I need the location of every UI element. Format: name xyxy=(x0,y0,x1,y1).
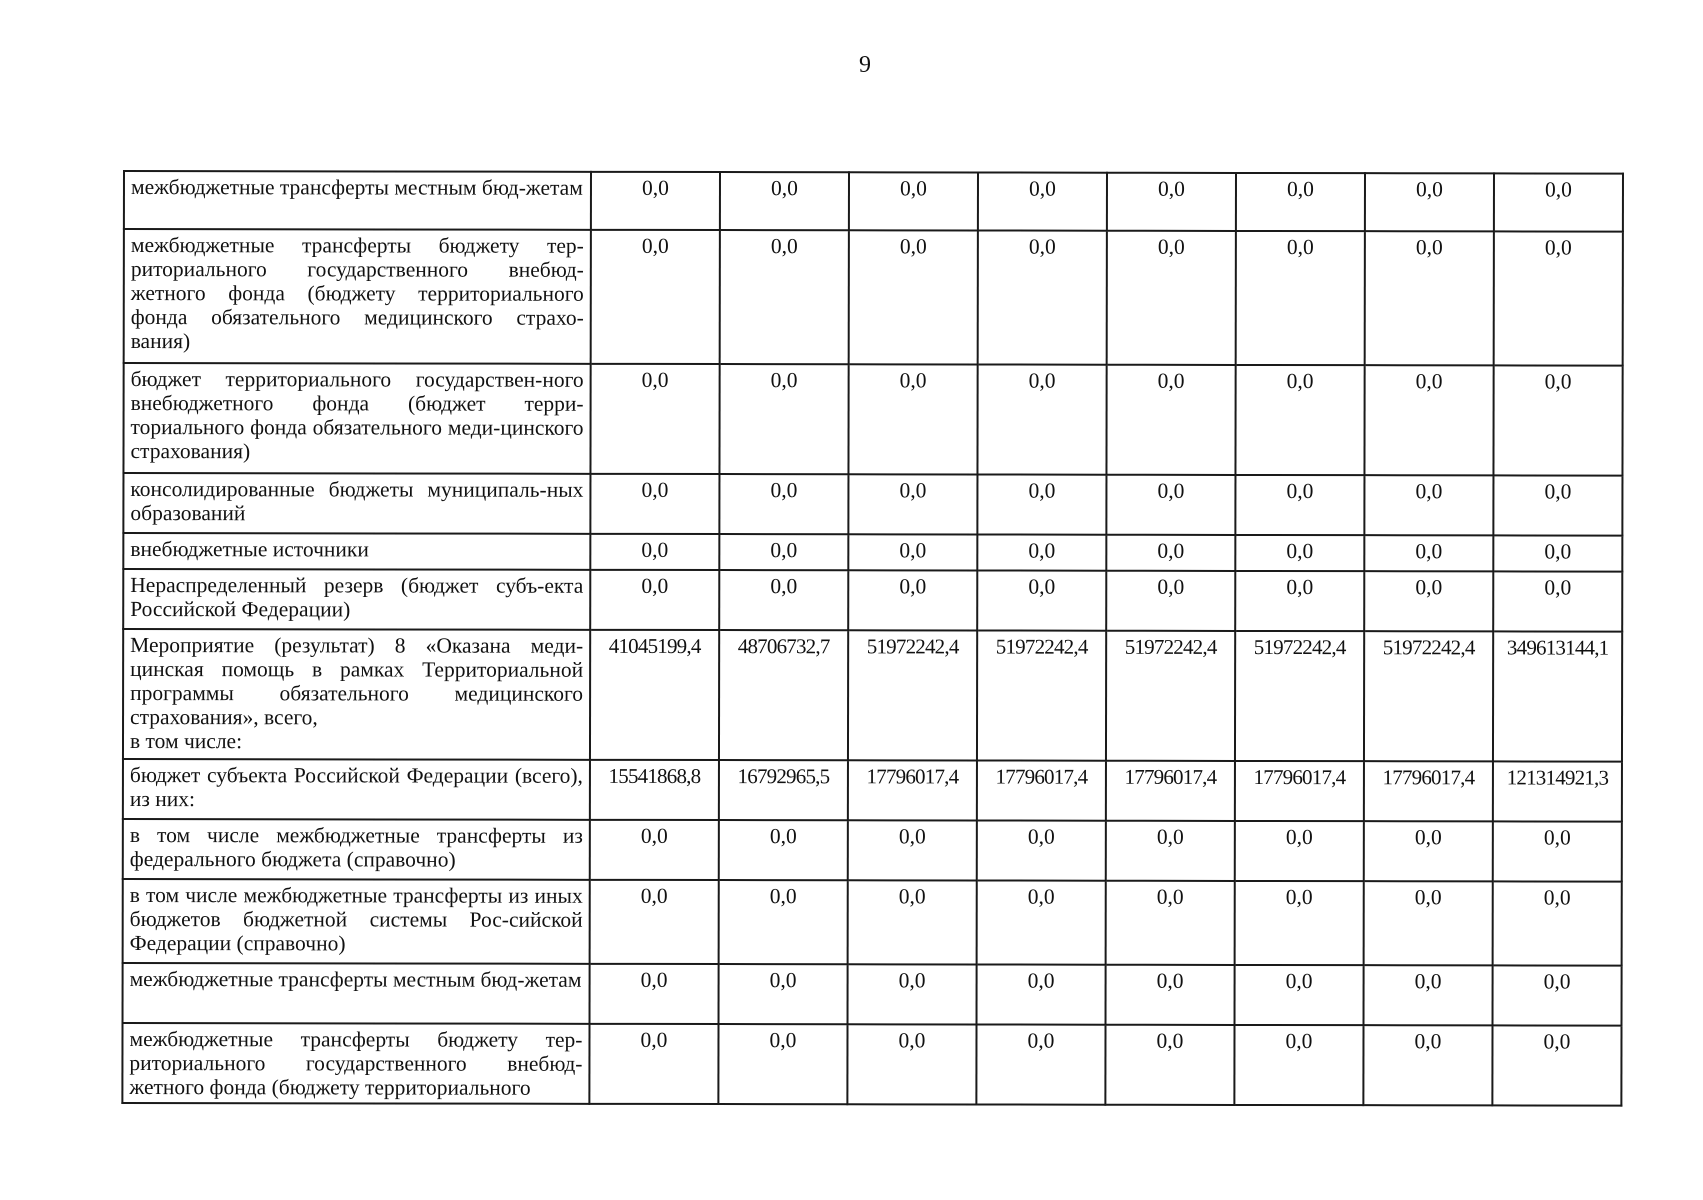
value-cell xyxy=(977,760,1106,820)
value-cell xyxy=(590,630,719,760)
value-text: 0,0 xyxy=(770,234,798,259)
value-cell xyxy=(1493,631,1622,761)
value-cell xyxy=(1235,631,1364,761)
value-cell xyxy=(848,364,977,474)
value-cell xyxy=(977,880,1106,964)
table-row xyxy=(122,1023,1621,1106)
table-row xyxy=(123,879,1622,966)
value-cell xyxy=(1493,821,1622,881)
row-label-cell xyxy=(123,629,590,760)
value-text: 0,0 xyxy=(769,1028,797,1053)
value-cell xyxy=(848,760,977,820)
value-cell xyxy=(589,1024,718,1104)
value-cell xyxy=(977,964,1106,1024)
row-label: бюджет территориального государствен-ного внебюджетного фонда (бюджет терри-ториального фонда обязательного меди-цинского страхования) xyxy=(130,367,584,464)
value-cell xyxy=(847,1024,976,1104)
value-cell xyxy=(1235,571,1364,631)
value-cell xyxy=(719,820,848,880)
value-text: 0,0 xyxy=(898,968,926,993)
value-text: 0,0 xyxy=(899,478,927,503)
value-cell xyxy=(1105,1025,1234,1105)
value-cell xyxy=(1494,231,1623,365)
value-text: 0,0 xyxy=(1027,1028,1055,1053)
value-text: 0,0 xyxy=(1157,478,1185,503)
value-text: 0,0 xyxy=(1156,884,1184,909)
value-cell xyxy=(1235,965,1364,1025)
value-text: 0,0 xyxy=(770,538,798,563)
value-text: 121314921,3 xyxy=(1506,765,1609,790)
value-cell xyxy=(977,570,1106,630)
row-label: в том числе межбюджетные трансферты из иных бюджетов бюджетной системы Рос-сийской Федерации (справочно) xyxy=(129,883,583,956)
value-cell xyxy=(1235,761,1364,821)
value-cell xyxy=(590,820,719,880)
value-cell xyxy=(978,230,1107,364)
value-text: 0,0 xyxy=(769,824,797,849)
row-label-cell xyxy=(123,533,590,570)
table-row xyxy=(123,473,1622,536)
table-row xyxy=(123,533,1622,572)
value-cell xyxy=(1106,475,1235,535)
value-cell xyxy=(1106,761,1235,821)
value-cell xyxy=(1493,475,1622,535)
value-text: 0,0 xyxy=(1285,969,1313,994)
value-text: 0,0 xyxy=(1157,574,1185,599)
value-text: 0,0 xyxy=(899,574,927,599)
value-text: 0,0 xyxy=(899,538,927,563)
value-text: 0,0 xyxy=(898,884,926,909)
value-cell xyxy=(977,474,1106,534)
value-text: 0,0 xyxy=(1414,1029,1442,1054)
value-cell xyxy=(977,364,1106,474)
value-text: 0,0 xyxy=(1158,176,1185,201)
value-cell xyxy=(1364,821,1493,881)
value-cell xyxy=(1235,365,1364,475)
value-text: 0,0 xyxy=(641,233,669,258)
value-text: 0,0 xyxy=(1286,369,1314,394)
value-cell xyxy=(1493,571,1622,631)
value-cell xyxy=(1492,1025,1621,1105)
value-text: 0,0 xyxy=(640,883,668,908)
row-label-cell xyxy=(123,819,590,880)
value-text: 0,0 xyxy=(1415,479,1443,504)
row-label-cell xyxy=(123,473,590,534)
value-cell xyxy=(1493,535,1622,571)
row-label: бюджет субъекта Российской Федерации (всего), из них: xyxy=(129,763,583,812)
value-text: 0,0 xyxy=(770,574,798,599)
value-cell xyxy=(1365,231,1494,365)
value-cell xyxy=(1364,761,1493,821)
value-text: 0,0 xyxy=(640,823,668,848)
value-text: 0,0 xyxy=(769,968,797,993)
value-cell xyxy=(1494,173,1623,231)
table-row xyxy=(123,759,1622,822)
value-cell xyxy=(1364,475,1493,535)
table-row xyxy=(124,229,1623,366)
value-cell xyxy=(590,474,719,534)
value-cell xyxy=(848,570,977,630)
value-cell xyxy=(848,880,977,964)
value-text: 0,0 xyxy=(1286,539,1314,564)
value-cell xyxy=(719,570,848,630)
row-label-cell xyxy=(122,1023,589,1104)
value-text: 0,0 xyxy=(1415,369,1443,394)
row-label: межбюджетные трансферты местным бюд-жетам xyxy=(129,967,582,992)
value-cell xyxy=(1235,881,1364,965)
value-text: 17796017,4 xyxy=(1253,764,1346,790)
value-cell xyxy=(590,570,719,630)
value-text: 0,0 xyxy=(1286,235,1314,260)
value-text: 51972242,4 xyxy=(866,634,959,659)
value-text: 51972242,4 xyxy=(1382,635,1475,660)
value-text: 0,0 xyxy=(641,537,669,562)
row-label: межбюджетные трансферты местным бюд-жетам xyxy=(130,175,583,200)
value-text: 0,0 xyxy=(1543,825,1571,850)
value-cell xyxy=(848,474,977,534)
value-cell xyxy=(1107,231,1236,365)
value-cell xyxy=(1364,631,1493,761)
table-row xyxy=(123,569,1622,632)
value-text: 0,0 xyxy=(641,573,669,598)
value-cell xyxy=(719,760,848,820)
value-cell xyxy=(1106,965,1235,1025)
value-text: 0,0 xyxy=(1543,885,1571,910)
value-cell xyxy=(1364,571,1493,631)
value-text: 0,0 xyxy=(1156,1028,1184,1053)
value-text: 41045199,4 xyxy=(608,633,701,659)
value-cell xyxy=(590,964,719,1024)
value-text: 0,0 xyxy=(640,967,668,992)
value-text: 0,0 xyxy=(1156,968,1184,993)
value-text: 0,0 xyxy=(1416,177,1443,202)
value-text: 349613144,1 xyxy=(1506,635,1609,660)
value-text: 0,0 xyxy=(1414,969,1442,994)
table-row xyxy=(123,363,1622,476)
value-text: 0,0 xyxy=(1028,234,1056,259)
value-cell xyxy=(1106,631,1235,761)
value-text: 0,0 xyxy=(770,368,798,393)
row-label: Нераспределенный резерв (бюджет субъ-екта Российской Федерации) xyxy=(130,573,584,622)
row-label-cell xyxy=(124,229,591,364)
value-cell xyxy=(1106,821,1235,881)
value-text: 17796017,4 xyxy=(866,764,959,789)
page-number: 9 xyxy=(859,52,871,78)
value-text: 0,0 xyxy=(1157,368,1185,393)
value-cell xyxy=(1106,365,1235,475)
value-text: 0,0 xyxy=(900,176,927,201)
row-label: межбюджетные трансферты бюджету тер-риториального государственного внебюд-жетного фонда (бюджету территориального xyxy=(129,1027,583,1100)
row-label-cell xyxy=(123,363,590,474)
value-cell xyxy=(1234,1025,1363,1105)
value-text: 0,0 xyxy=(1544,539,1572,564)
value-cell xyxy=(1364,535,1493,571)
value-text: 0,0 xyxy=(1029,176,1056,201)
table-row xyxy=(124,171,1623,232)
value-cell xyxy=(590,760,719,820)
value-text: 0,0 xyxy=(1543,1029,1571,1054)
value-cell xyxy=(848,534,977,570)
value-cell xyxy=(719,630,848,760)
value-cell xyxy=(1107,173,1236,231)
value-text: 16792965,5 xyxy=(737,764,830,789)
value-text: 0,0 xyxy=(1414,885,1442,910)
row-label-cell xyxy=(123,759,590,820)
table-body xyxy=(122,171,1623,1106)
value-text: 0,0 xyxy=(1027,968,1055,993)
value-text: 17796017,4 xyxy=(1124,764,1217,789)
value-cell xyxy=(1493,761,1622,821)
value-text: 0,0 xyxy=(769,884,797,909)
value-text: 0,0 xyxy=(1287,177,1314,202)
value-cell xyxy=(848,820,977,880)
value-text: 0,0 xyxy=(1157,538,1185,563)
value-text: 0,0 xyxy=(1545,177,1572,202)
value-text: 0,0 xyxy=(640,1027,668,1052)
table-row xyxy=(123,819,1622,882)
value-cell xyxy=(719,534,848,570)
row-label-cell xyxy=(123,963,590,1024)
value-cell xyxy=(848,630,977,760)
value-text: 0,0 xyxy=(1027,884,1055,909)
value-cell xyxy=(719,474,848,534)
row-label: внебюджетные источники xyxy=(130,537,369,562)
value-cell xyxy=(848,964,977,1024)
value-text: 0,0 xyxy=(1286,575,1314,600)
value-cell xyxy=(1235,475,1364,535)
value-cell xyxy=(849,172,978,230)
value-cell xyxy=(1364,965,1493,1025)
value-text: 0,0 xyxy=(1414,825,1442,850)
value-text: 0,0 xyxy=(1028,538,1056,563)
value-cell xyxy=(978,172,1107,230)
value-cell xyxy=(719,880,848,964)
value-text: 0,0 xyxy=(898,1028,926,1053)
value-cell xyxy=(977,820,1106,880)
value-cell xyxy=(590,364,719,474)
value-text: 0,0 xyxy=(898,824,926,849)
row-label-cell xyxy=(123,569,590,630)
value-text: 51972242,4 xyxy=(995,634,1088,659)
value-cell xyxy=(590,534,719,570)
value-cell xyxy=(719,364,848,474)
value-cell xyxy=(1236,173,1365,231)
row-label: Мероприятие (результат) 8 «Оказана меди-цинская помощь в рамках Территориальной программы обязательного медицинского страхования», всего, в том числе: xyxy=(129,633,584,754)
value-cell xyxy=(1106,535,1235,571)
value-text: 0,0 xyxy=(1415,235,1443,260)
table-row xyxy=(123,963,1622,1026)
value-cell xyxy=(718,1024,847,1104)
value-cell xyxy=(976,1024,1105,1104)
value-text: 0,0 xyxy=(1028,478,1056,503)
value-text: 0,0 xyxy=(899,368,927,393)
value-text: 0,0 xyxy=(1544,369,1572,394)
row-label: консолидированные бюджеты муниципаль-ных образований xyxy=(130,477,584,526)
value-text: 0,0 xyxy=(1543,969,1571,994)
value-text: 0,0 xyxy=(771,176,798,201)
value-text: 51972242,4 xyxy=(1124,634,1217,659)
value-cell xyxy=(719,964,848,1024)
value-cell xyxy=(977,534,1106,570)
value-cell xyxy=(977,630,1106,760)
value-cell xyxy=(1236,231,1365,365)
value-text: 0,0 xyxy=(1156,824,1184,849)
value-text: 17796017,4 xyxy=(995,764,1088,789)
row-label-cell xyxy=(124,171,591,230)
value-text: 0,0 xyxy=(770,478,798,503)
value-cell xyxy=(1106,881,1235,965)
value-text: 0,0 xyxy=(1544,575,1572,600)
row-label: межбюджетные трансферты бюджету тер-риториального государственного внебюд-жетного фонда (бюджету территориального фонда обязательного медицинского страхо-вания) xyxy=(130,233,584,354)
table-row xyxy=(123,629,1622,762)
value-text: 0,0 xyxy=(641,477,669,502)
value-cell xyxy=(591,172,720,230)
value-cell xyxy=(591,230,720,364)
value-text: 0,0 xyxy=(1028,574,1056,599)
value-text: 51972242,4 xyxy=(1253,634,1346,660)
value-text: 0,0 xyxy=(1285,1029,1313,1054)
value-cell xyxy=(1493,881,1622,965)
value-text: 0,0 xyxy=(1285,825,1313,850)
value-text: 0,0 xyxy=(1544,235,1572,260)
value-cell xyxy=(1106,571,1235,631)
budget-table xyxy=(121,170,1624,1107)
value-text: 0,0 xyxy=(1415,539,1443,564)
row-label: в том числе межбюджетные трансферты из федерального бюджета (справочно) xyxy=(129,823,583,872)
value-text: 0,0 xyxy=(1285,885,1313,910)
value-cell xyxy=(1235,535,1364,571)
value-cell xyxy=(1363,1025,1492,1105)
value-text: 0,0 xyxy=(1028,368,1056,393)
value-cell xyxy=(1364,881,1493,965)
value-text: 0,0 xyxy=(899,234,927,259)
value-text: 17796017,4 xyxy=(1382,765,1475,790)
row-label-cell xyxy=(123,879,590,964)
value-text: 48706732,7 xyxy=(737,634,830,659)
value-text: 0,0 xyxy=(641,367,669,392)
value-cell xyxy=(1365,173,1494,231)
value-cell xyxy=(720,172,849,230)
value-text: 0,0 xyxy=(642,175,669,200)
value-text: 0,0 xyxy=(1286,479,1314,504)
value-text: 0,0 xyxy=(1415,575,1443,600)
value-cell xyxy=(1493,365,1622,475)
value-text: 15541868,8 xyxy=(608,763,701,789)
value-cell xyxy=(1364,365,1493,475)
value-cell xyxy=(849,230,978,364)
value-text: 0,0 xyxy=(1157,234,1185,259)
value-text: 0,0 xyxy=(1027,824,1055,849)
value-cell xyxy=(590,880,719,964)
value-text: 0,0 xyxy=(1544,479,1572,504)
value-cell xyxy=(1235,821,1364,881)
value-cell xyxy=(720,230,849,364)
value-cell xyxy=(1493,965,1622,1025)
